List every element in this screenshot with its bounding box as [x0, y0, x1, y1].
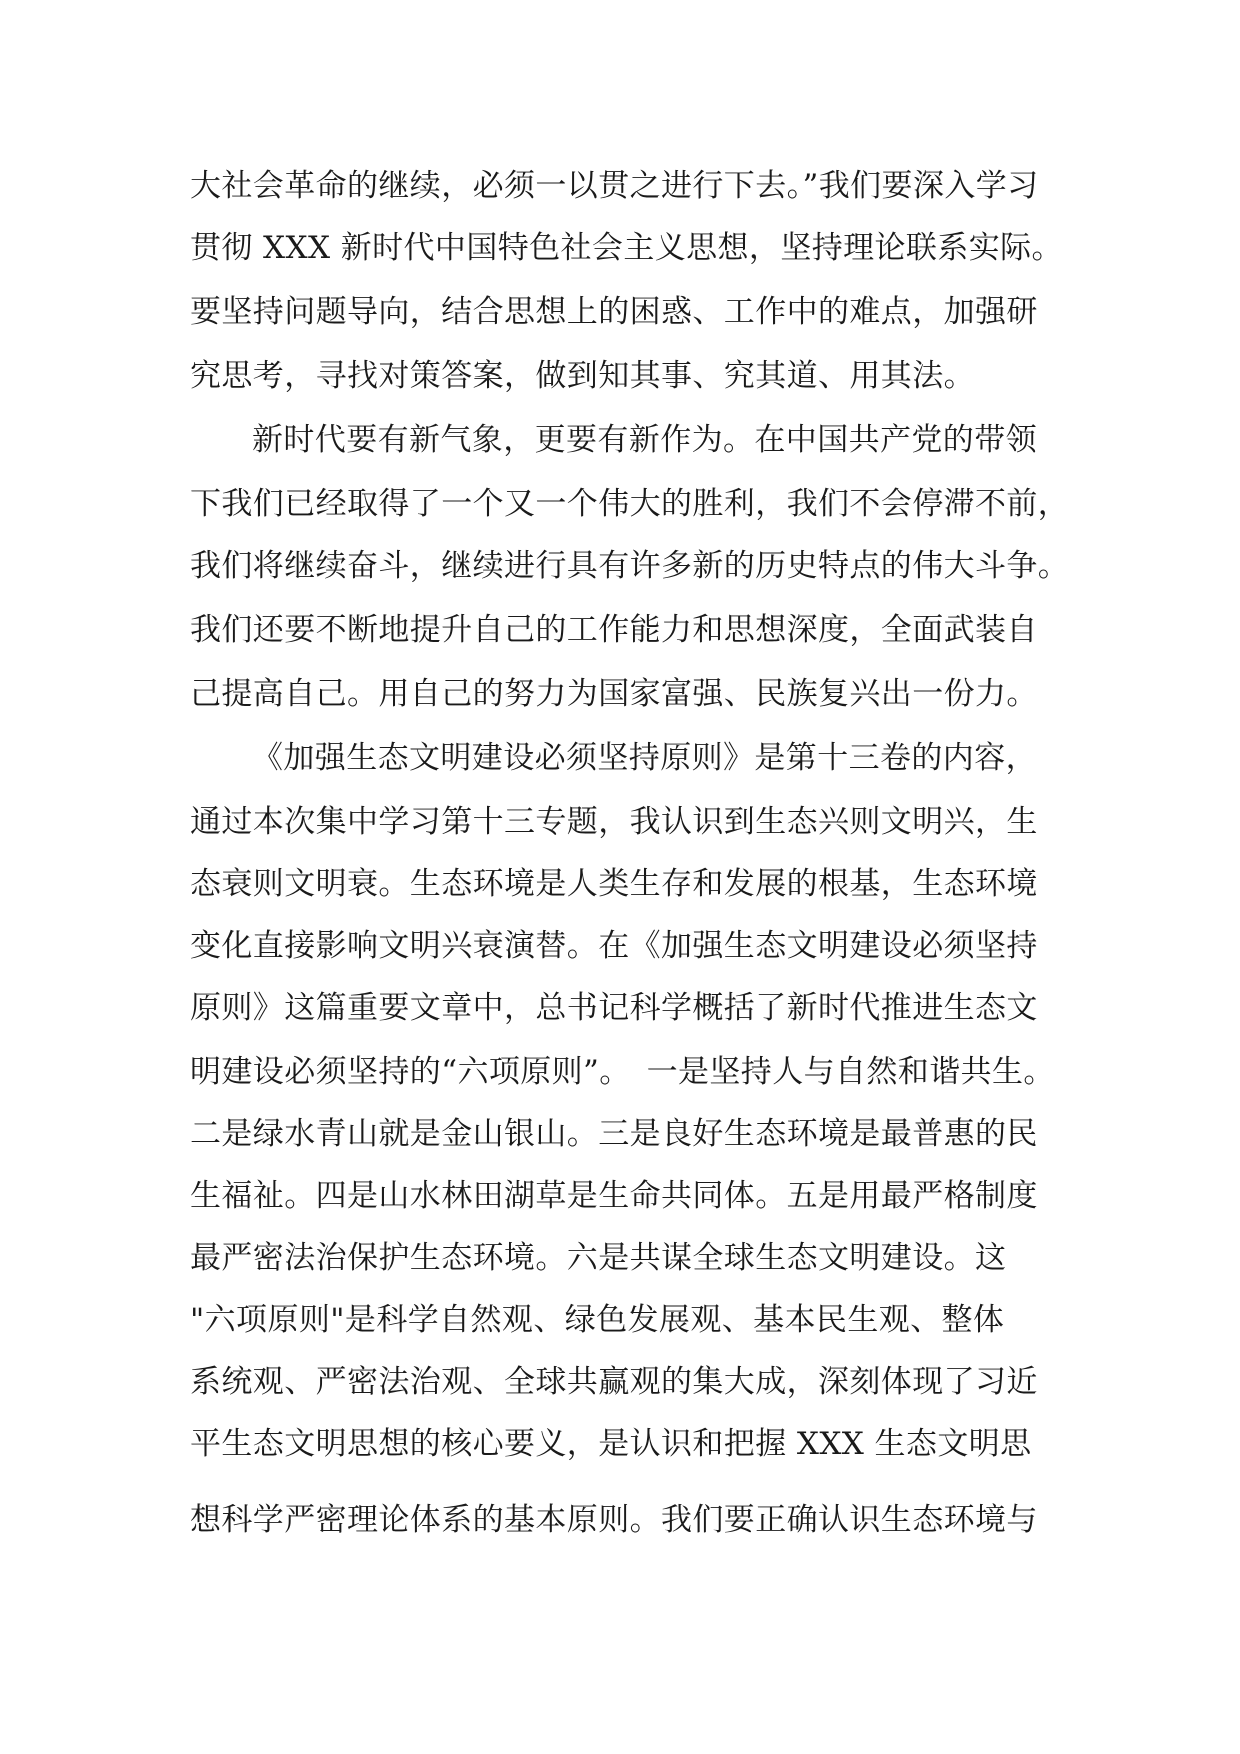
text-line: 生福祉。四是山水林田湖草是生命共同体。五是用最严格制度 — [190, 1178, 1038, 1214]
text-line: 我们还要不断地提升自己的工作能力和思想深度，全面武装自 — [190, 612, 1038, 648]
text-line: 态衰则文明衰。生态环境是人类生存和发展的根基，生态环境 — [190, 866, 1038, 902]
text-line: 变化直接影响文明兴衰演替。在《加强生态文明建设必须坚持 — [190, 928, 1038, 964]
text-line: 想科学严密理论体系的基本原则。我们要正确认识生态环境与 — [190, 1502, 1038, 1538]
text-line: 系统观、严密法治观、全球共赢观的集大成，深刻体现了习近 — [190, 1364, 1038, 1400]
text-line: 究思考，寻找对策答案，做到知其事、究其道、用其法。 — [190, 358, 975, 394]
text-line: 明建设必须坚持的“六项原则”。 一是坚持人与自然和谐共生。 — [190, 1054, 1055, 1090]
text-line: 大社会革命的继续，必须一以贯之进行下去。”我们要深入学习 — [190, 168, 1039, 204]
paragraph-first-line: 新时代要有新气象，更要有新作为。在中国共产党的带领 — [252, 422, 1037, 458]
text-line: 下我们已经取得了一个又一个伟大的胜利，我们不会停滞不前， — [190, 486, 1070, 522]
text-line: 我们将继续奋斗，继续进行具有许多新的历史特点的伟大斗争。 — [190, 548, 1070, 584]
text-line: 通过本次集中学习第十三专题，我认识到生态兴则文明兴，生 — [190, 804, 1038, 840]
text-line: 原则》这篇重要文章中，总书记科学概括了新时代推进生态文 — [190, 990, 1038, 1026]
text-line: "六项原则"是科学自然观、绿色发展观、基本民生观、整体 — [190, 1302, 1005, 1338]
text-line: 最严密法治保护生态环境。六是共谋全球生态文明建设。这 — [190, 1240, 1007, 1276]
paragraph-first-line: 《加强生态文明建设必须坚持原则》是第十三卷的内容， — [252, 740, 1037, 776]
text-line: 要坚持问题导向，结合思想上的困惑、工作中的难点，加强研 — [190, 294, 1038, 330]
text-line: 二是绿水青山就是金山银山。三是良好生态环境是最普惠的民 — [190, 1116, 1038, 1152]
text-line: 贯彻 XXX 新时代中国特色社会主义思想，坚持理论联系实际。 — [190, 230, 1063, 266]
text-line: 己提高自己。用自己的努力为国家富强、民族复兴出一份力。 — [190, 676, 1038, 712]
text-line: 平生态文明思想的核心要义，是认识和把握 XXX 生态文明思 — [190, 1426, 1032, 1462]
